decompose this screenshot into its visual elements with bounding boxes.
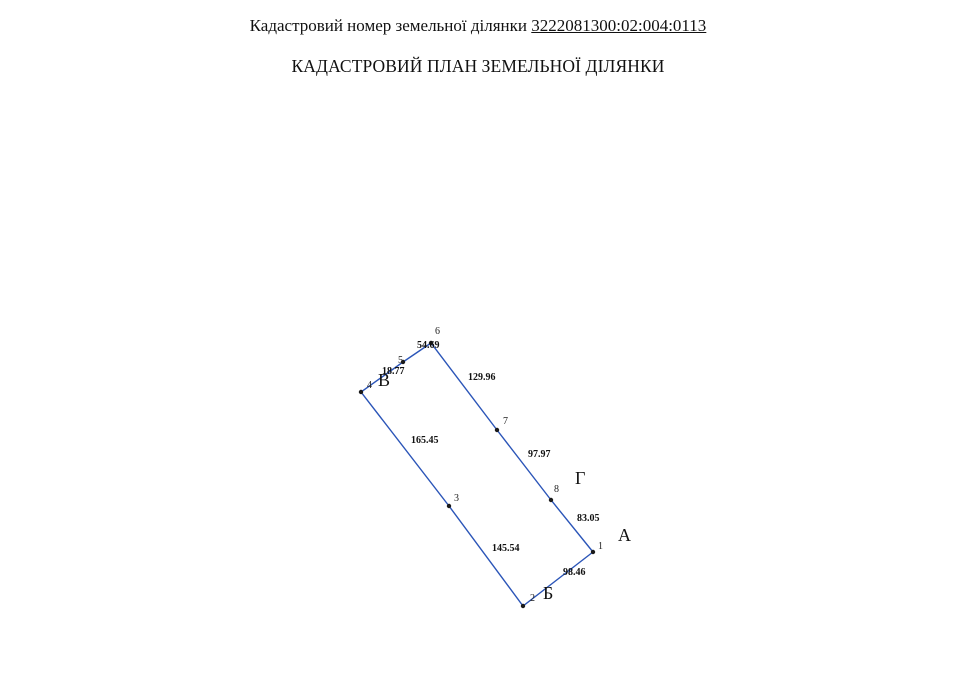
vertex-point-1 (591, 550, 595, 554)
cadastral-number-prefix: Кадастровий номер земельної ділянки (249, 16, 528, 35)
segment-length-2-3: 145.54 (492, 543, 520, 554)
corner-label-b: Б (543, 583, 554, 603)
vertex-point-2 (521, 604, 525, 608)
plan-title: КАДАСТРОВИЙ ПЛАН ЗЕМЕЛЬНОЇ ДІЛЯНКИ (291, 56, 665, 76)
segment-length-4-5: 18.77 (382, 366, 405, 377)
corner-label-v: В (378, 370, 391, 390)
point-label-4: 4 (367, 380, 372, 391)
segment-length-7-8: 97.97 (528, 449, 551, 460)
segment-length-6-7: 129.96 (468, 372, 496, 383)
vertex-point-8 (549, 498, 553, 502)
vertex-point-7 (495, 428, 499, 432)
point-label-1: 1 (598, 541, 603, 552)
segment-length-8-1: 83.05 (577, 513, 600, 524)
vertex-point-3 (447, 504, 451, 508)
vertex-point-4 (359, 390, 363, 394)
segment-length-3-4: 165.45 (411, 435, 439, 446)
segment-length-1-2: 98.46 (563, 567, 586, 578)
segment-length-5-6: 54.69 (417, 340, 440, 351)
point-label-8: 8 (554, 484, 559, 495)
point-label-3: 3 (454, 493, 459, 504)
point-label-5: 5 (398, 355, 403, 366)
point-label-6: 6 (435, 326, 440, 337)
corner-label-a: А (618, 525, 631, 545)
point-label-2: 2 (530, 593, 535, 604)
corner-label-g: Г (575, 468, 586, 488)
point-label-7: 7 (503, 416, 508, 427)
cadastral-number: 3222081300:02:004:0113 (531, 16, 707, 35)
